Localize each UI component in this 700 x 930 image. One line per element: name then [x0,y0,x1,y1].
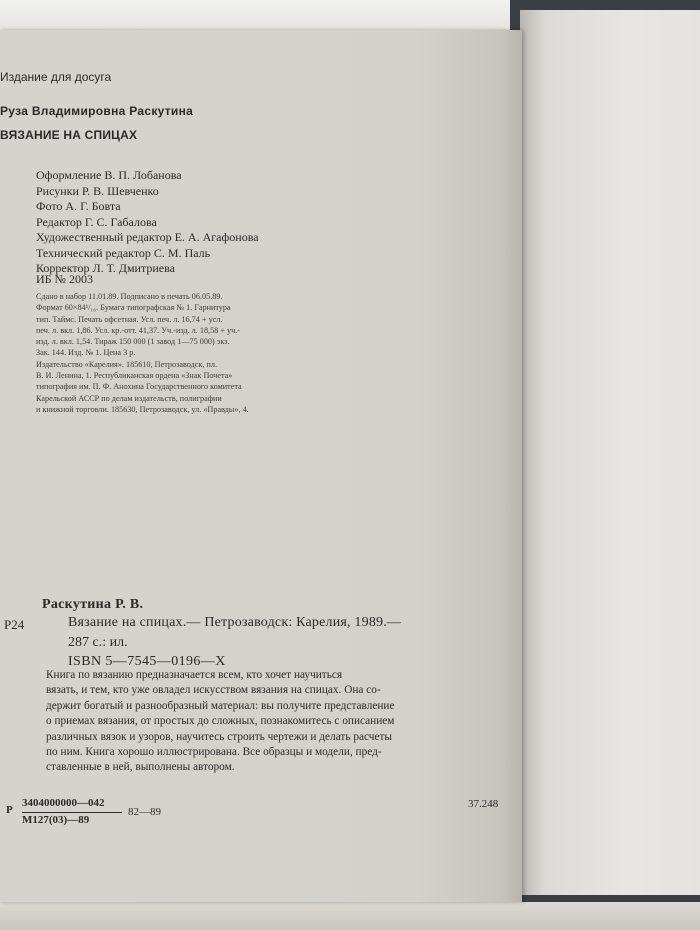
biblio-numerator: 3404000000—042 [22,797,105,809]
credit-line: Художественный редактор Е. А. Агафонова [36,230,259,244]
imprint-line: В. И. Ленина, 1. Республиканская ордена «Знак Почета» [36,371,233,381]
annotation-line: держит богатый и разнообразный материал: вы получите представление [46,699,395,712]
biblio-year-range: 82—89 [128,806,161,818]
annotation-line: по ним. Книга хорошо иллюстрирована. Все образцы и модели, пред- [46,746,382,759]
imprint-line: и книжной торговли. 185630, Петрозаводск, ул. «Правды», 4. [36,404,249,414]
catalog-author: Раскутина Р. В. [42,597,144,612]
catalog-isbn: ISBN 5—7545—0196—X [68,654,226,669]
biblio-denominator: М127(03)—89 [22,814,90,826]
annotation [46,668,394,776]
imprint-line: тип. Таймс. Печать офсетная. Усл. печ. л. 16,74 + усл. [36,314,223,324]
fraction-line [22,812,122,813]
credit-line: Оформление В. П. Лобанова [36,168,182,182]
credits-list [36,168,259,277]
imprint-line: Зак. 144. Изд. № 1. Цена 3 р. [36,348,136,358]
bbk-code: 37.248 [468,798,499,810]
author-full-name: Руза Владимировна Раскутина [0,104,194,118]
imprint-line: Издательство «Карелия». 185610, Петрозаводск, пл. [36,359,217,369]
annotation-line: различных вязок и узоров, научитесь строить чертежи и делать расчеты [46,730,393,743]
catalog-pages: 287 с.: ил. [68,635,128,650]
credit-line: Технический редактор С. М. Паль [36,245,211,260]
credit-line: Фото А. Г. Бовта [36,199,121,213]
catalog-code: Р24 [4,617,25,632]
imprint-line: изд. л. вкл. 1,54. Тираж 150 000 (1 завод 1—75 000) экз. [36,337,230,347]
biblio-letter: Р [6,804,13,816]
annotation-line: вязать, и тем, кто уже овладел искусством вязания на спицах. Она со- [46,684,381,697]
publisher-series: Издание для досуга [0,70,112,84]
annotation-line: Книга по вязанию предназначается всем, кто хочет научиться [46,669,343,681]
imprint-line: Формат 60×84¹/₁₆. Бумага типографская № 1. Гарнитура [36,303,231,313]
imprint-line: типография им. П. Ф. Анохина Государственного комитета [36,382,242,392]
annotation-line: ставленные в ней, выполнены автором. [46,761,235,774]
catalog-title: Вязание на спицах.— Петрозаводск: Карелия, 1989.— [68,615,402,630]
credit-line: Редактор Г. С. Габалова [36,214,157,229]
right-page [520,10,700,895]
background-bottom [0,902,700,930]
credit-line: Рисунки Р. В. Шевченко [36,183,159,198]
credit-line: Корректор Л. Т. Дмитриева [36,261,175,275]
ib-number: ИБ № 2003 [36,272,94,286]
imprint-line: печ. л. вкл. 1,86. Усл. кр.-отт. 41,37. Уч.-изд. л. 18,58 + уч.- [36,325,240,335]
technical-imprint [36,291,249,415]
annotation-line: о приемах вязания, от простых до сложных, познакомитесь с описанием [46,715,395,728]
imprint-line: Карельской АССР по делам издательств, полиграфии [36,393,222,403]
imprint-line: Сдано в набор 11.01.89. Подписано в печать 06.05.89. [36,292,223,301]
book-title: ВЯЗАНИЕ НА СПИЦАХ [0,128,138,142]
